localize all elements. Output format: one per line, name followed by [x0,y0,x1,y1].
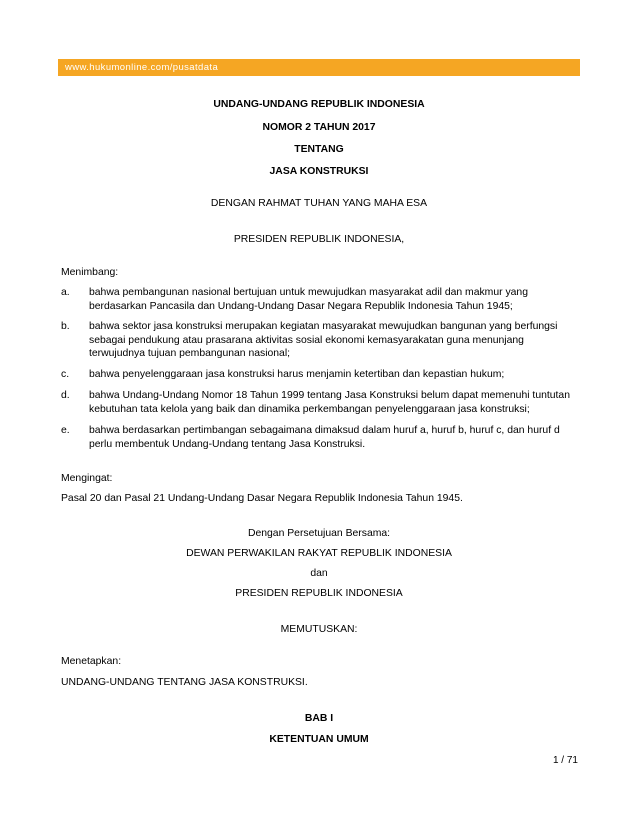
hukumonline-url-banner[interactable]: www.hukumonline.com/pusatdata [58,59,580,76]
item-line: bahwa sektor jasa konstruksi merupakan kegiatan masyarakat mewujudkan bangunan yang berfungsi [89,321,558,332]
law-subject: JASA KONSTRUKSI [269,166,369,177]
presiden-line: PRESIDEN REPUBLIK INDONESIA, [233,234,405,245]
item-label: c. [61,369,70,380]
item-line: berdasarkan Pancasila dan Undang-Undang Dasar Negara Republik Indonesia Tahun 1945; [89,300,513,312]
item-line: bahwa pembangunan nasional bertujuan untuk mewujudkan masyarakat adil dan makmur yang [89,287,528,298]
law-tentang: TENTANG [294,144,344,155]
menimbang-item-a [61,286,581,313]
bab-title: KETENTUAN UMUM [269,734,369,745]
item-label: e. [61,425,70,436]
item-line: terwujudnya tujuan pembangunan nasional; [89,348,291,360]
menetapkan-text: UNDANG-UNDANG TENTANG JASA KONSTRUKSI. [61,677,308,688]
dpr-line: DEWAN PERWAKILAN RAKYAT REPUBLIK INDONESIA [186,548,452,559]
item-line: bahwa berdasarkan pertimbangan sebagaimana dimaksud dalam huruf a, huruf b, huruf c, dan huruf d [89,425,560,436]
item-label: d. [61,390,70,401]
presiden-persetujuan-line: PRESIDEN REPUBLIK INDONESIA [235,588,403,599]
mengingat-text: Pasal 20 dan Pasal 21 Undang-Undang Dasar Negara Republik Indonesia Tahun 1945. [61,493,463,504]
menimbang-item-b [61,320,581,361]
menimbang-item-c [61,368,581,382]
item-label: a. [61,287,70,298]
bab-number: BAB I [304,713,334,724]
menetapkan-heading: Menetapkan: [61,656,122,667]
item-line: kebutuhan tata kelola yang baik dan dinamika perkembangan penyelenggaraan jasa konstruksi; [89,403,530,415]
item-line: bahwa penyelenggaraan jasa konstruksi harus menjamin ketertiban dan kepastian hukum; [89,369,505,380]
rahmat-line: DENGAN RAHMAT TUHAN YANG MAHA ESA [210,198,428,209]
item-line: perlu membentuk Undang-Undang tentang Jasa Konstruksi. [89,438,366,450]
page-indicator: 1 / 71 [552,755,578,766]
law-title: UNDANG-UNDANG REPUBLIK INDONESIA [213,99,425,110]
item-label: b. [61,321,70,332]
persetujuan-heading: Dengan Persetujuan Bersama: [247,528,391,539]
memutuskan-line: MEMUTUSKAN: [280,624,358,635]
item-line: bahwa Undang-Undang Nomor 18 Tahun 1999 tentang Jasa Konstruksi belum dapat memenuhi tuntutan [89,390,570,401]
menimbang-heading: Menimbang: [61,267,119,278]
item-line: sebagai pendukung atau prasarana aktivitas sosial ekonomi kemasyarakatan guna menunjang [89,334,524,346]
menimbang-item-d [61,389,581,416]
dan-line: dan [310,568,328,579]
mengingat-heading: Mengingat: [61,473,113,484]
law-number: NOMOR 2 TAHUN 2017 [262,122,376,133]
menimbang-item-e [61,424,581,451]
